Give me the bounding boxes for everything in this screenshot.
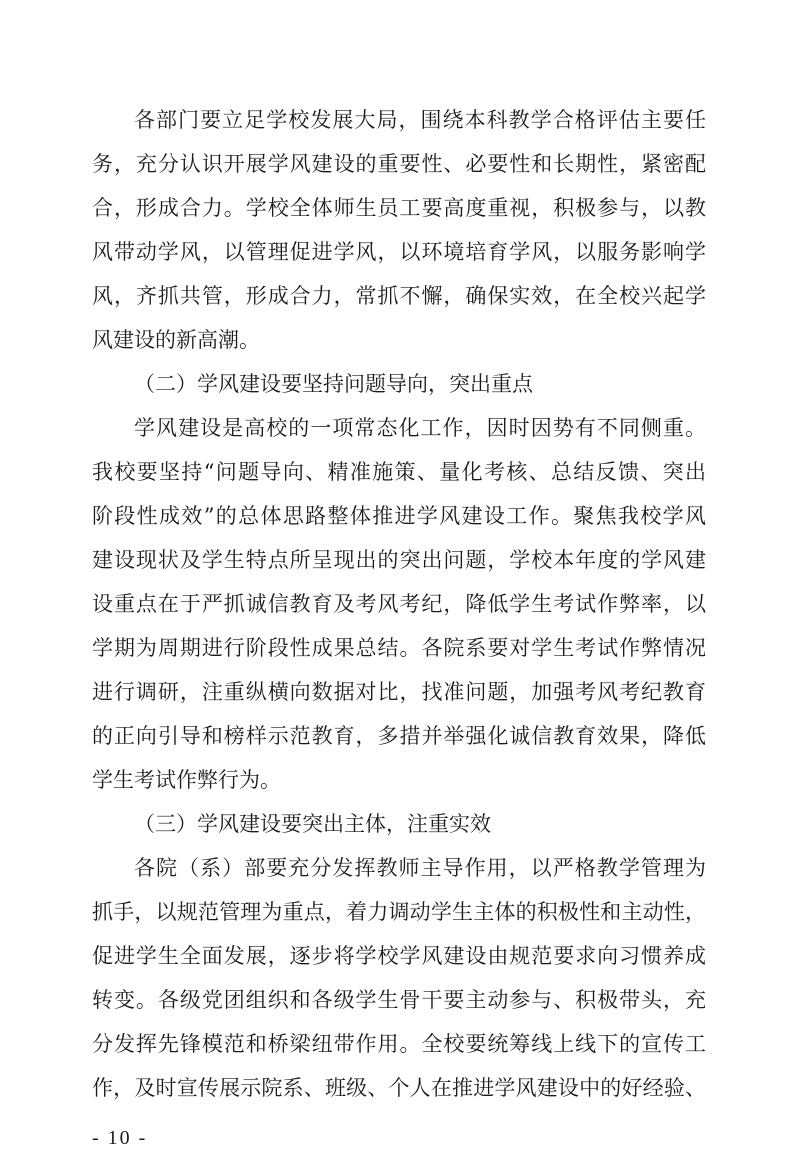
text-line: 建设现状及学生特点所呈现出的突出问题，学校本年度的学风建 xyxy=(92,548,706,572)
text-line: 进行调研，注重纵横向数据对比，找准问题，加强考风考纪教育 xyxy=(92,680,706,704)
text-line: 各院（系）部要充分发挥教师主导作用，以严格教学管理为 xyxy=(134,856,706,880)
text-line: 合，形成合力。学校全体师生员工要高度重视，积极参与，以教 xyxy=(92,196,706,220)
page-number: - 10 - xyxy=(92,1127,148,1149)
text-line: 学风建设是高校的一项常态化工作，因时因势有不同侧重。 xyxy=(134,416,706,440)
section-heading-3: （三）学风建设要突出主体，注重实效 xyxy=(134,812,491,836)
text-line: 的正向引导和榜样示范教育，多措并举强化诚信教育效果，降低 xyxy=(92,724,706,748)
paragraph-1 xyxy=(92,98,706,362)
text-line: 各部门要立足学校发展大局，围绕本科教学合格评估主要任 xyxy=(134,108,706,132)
text-line: 作，及时宣传展示院系、班级、个人在推进学风建设中的好经验、 xyxy=(92,1076,706,1100)
text-line: 风，齐抓共管，形成合力，常抓不懈，确保实效，在全校兴起学 xyxy=(92,284,706,308)
text-line: 阶段性成效”的总体思路整体推进学风建设工作。聚焦我校学风 xyxy=(92,504,706,528)
text-line: 促进学生全面发展，逐步将学校学风建设由规范要求向习惯养成 xyxy=(92,944,706,968)
document-body xyxy=(92,98,706,1152)
section-heading-2: （二）学风建设要坚持问题导向，突出重点 xyxy=(134,372,533,396)
text-line: 务，充分认识开展学风建设的重要性、必要性和长期性，紧密配 xyxy=(92,152,706,176)
paragraph-2 xyxy=(92,406,706,802)
text-line: 转变。各级党团组织和各级学生骨干要主动参与、积极带头，充 xyxy=(92,988,706,1012)
text-line: 学生考试作弊行为。 xyxy=(92,768,281,792)
text-line: 我校要坚持“问题导向、精准施策、量化考核、总结反馈、突出 xyxy=(92,460,706,484)
paragraph-3 xyxy=(92,846,706,1110)
text-line: 抓手，以规范管理为重点，着力调动学生主体的积极性和主动性， xyxy=(92,900,706,924)
text-line: 学期为周期进行阶段性成果总结。各院系要对学生考试作弊情况 xyxy=(92,636,706,660)
text-line: 分发挥先锋模范和桥梁纽带作用。全校要统筹线上线下的宣传工 xyxy=(92,1032,706,1056)
text-line: 风带动学风，以管理促进学风，以环境培育学风，以服务影响学 xyxy=(92,240,706,264)
text-line: 设重点在于严抓诚信教育及考风考纪，降低学生考试作弊率，以 xyxy=(92,592,706,616)
text-line: 风建设的新高潮。 xyxy=(92,328,260,352)
